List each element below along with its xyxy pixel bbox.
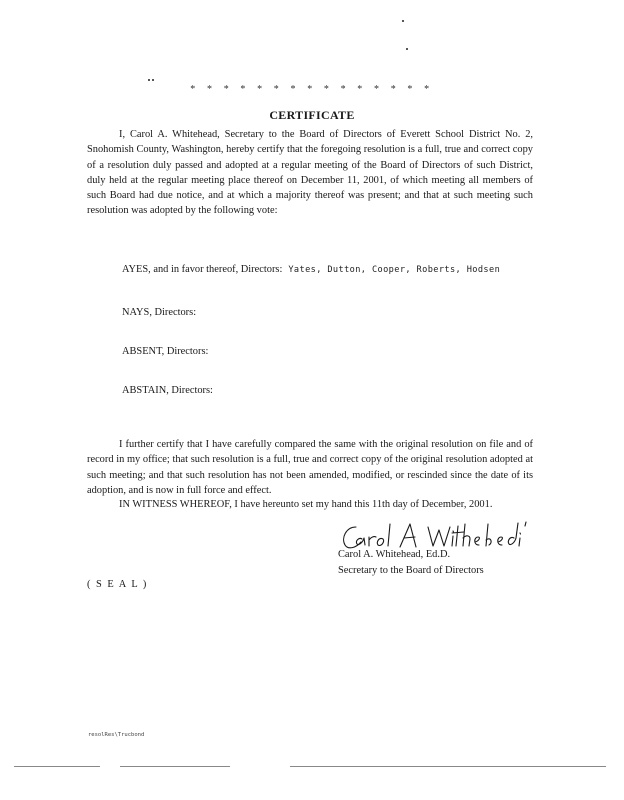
scan-speck [152, 79, 154, 81]
nays-label: NAYS, Directors: [122, 307, 197, 318]
ayes-line [122, 264, 500, 275]
witness-paragraph: IN WITNESS WHEREOF, I have hereunto set my hand this 11th day of December, 2001. [119, 499, 493, 510]
absent-label: ABSENT, Directors: [122, 346, 209, 357]
scan-edge-line [120, 766, 230, 767]
signer-title: Secretary to the Board of Directors [338, 565, 484, 576]
abstain-label: ABSTAIN, Directors: [122, 385, 213, 396]
scan-speck [148, 79, 150, 81]
certify-paragraph: I, Carol A. Whitehead, Secretary to the Board of Directors of Everett School District No. 2, Snohomish County, Washington, hereby certify that the foregoing resolution is a full, true and correct copy of a resolution duly passed and adopted at a regular meeting of the Board of Directors of such District, duly held at the regular meeting place thereof on December 11, 2001, of which meeting all members of such Board had due notice, and at which a majority thereof was present; and that at such meeting such resolution was adopted by the following vote: [87, 129, 533, 217]
scan-speck [406, 48, 408, 50]
further-certify-paragraph: I further certify that I have carefully compared the same with the original resolution on file and of record in my office; that such resolution is a full, true and correct copy of the original resolution adopted at such meeting; and that such resolution has not been amended, modified, or rescinded since the date of its adoption, and is now in full force and effect. [87, 439, 533, 496]
ayes-names: Yates, Dutton, Cooper, Roberts, Hodsen [288, 265, 501, 275]
signer-name: Carol A. Whitehead, Ed.D. [338, 549, 451, 560]
scan-edge-line [290, 766, 606, 767]
star-divider: * * * * * * * * * * * * * * * [190, 84, 434, 95]
scan-speck [402, 20, 404, 22]
footer-file-code: resolRes\Trucbond [88, 732, 145, 738]
scan-edge-line [14, 766, 100, 767]
ayes-label: AYES, and in favor thereof, Directors: [122, 264, 283, 275]
seal-placeholder: ( S E A L ) [87, 579, 148, 590]
document-title: CERTIFICATE [269, 108, 355, 122]
